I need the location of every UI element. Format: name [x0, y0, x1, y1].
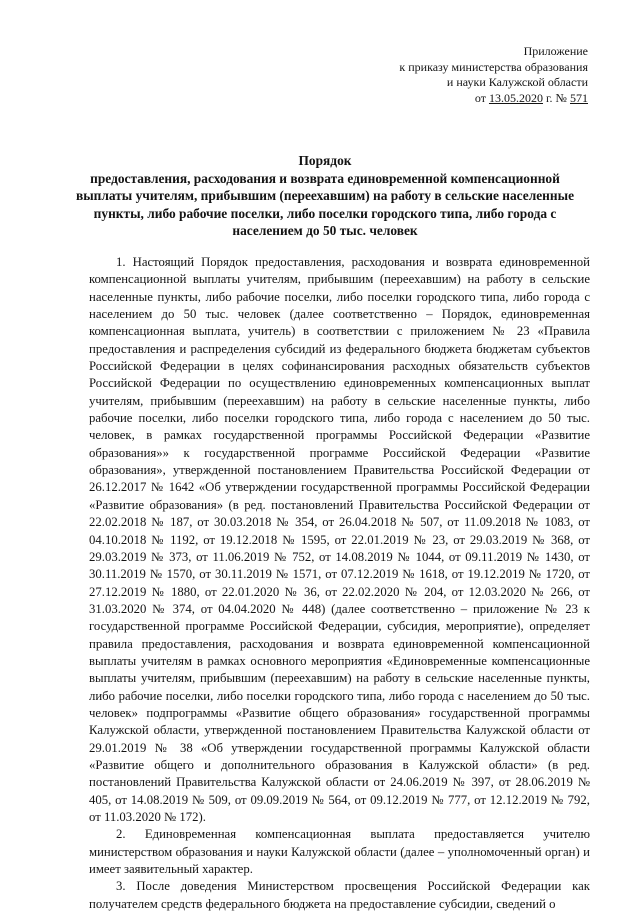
paragraph-3: 3. После доведения Министерством просвещения Российской Федерации как получателем средств федерального бюджета на предоставление субсидии, сведений о	[89, 879, 590, 911]
title-line-5: населением до 50 тыс. человек	[232, 223, 418, 238]
title-line-2: предоставления, расходования и возврата единовременной компенсационной	[90, 170, 560, 186]
title-line-1: Порядок	[298, 153, 352, 168]
paragraph-1: 1. Настоящий Порядок предоставления, расходования и возврата единовременной компенсационной выплаты учителям, прибывшим (переехавшим) на работу в сельские населенные пункты, либо рабочие поселки, либо поселки городского типа, либо города с населением до 50 тыс. человек (далее соответственно – Порядок, единовременная компенсационная выплата, учитель) в соответствии с приложением № 23 «Правила предоставления и распределения субсидий из федерального бюджета бюджетам субъектов Российской Федерации в целях софинансирования расходных обязательств субъектов Российской Федерации по осуществлению единовременных компенсационных выплат учителям, прибывшим (переехавшим) на работу в сельские населенные пункты, либо рабочие поселки, либо поселки городского типа, либо города с населением до 50 тыс. человек, в рамках государственной программы Российской Федерации «Развитие образования»» к государственной программе Российской Федерации «Развитие образования», утвержденной постановлением Правительства Российской Федерации от 26.12.2017 № 1642 «Об утверждении государственной программы Российской Федерации «Развитие образования» (в ред. постановлений Правительства Российской Федерации от 22.02.2018 № 187, от 30.03.2018 № 354, от 26.04.2018 № 507, от 11.09.2018 № 1083, от 04.10.2018 № 1192, от 19.12.2018 № 1595, от 22.01.2019 № 23, от 29.03.2019 № 368, от 29.03.2019 № 373, от 11.06.2019 № 752, от 14.08.2019 № 1044, от 09.11.2019 № 1430, от 30.11.2019 № 1570, от 30.11.2019 № 1571, от 07.12.2019 № 1618, от 19.12.2019 № 1720, от 27.12.2019 № 1880, от 22.01.2020 № 36, от 22.02.2020 № 204, от 12.03.2020 № 266, от 31.03.2020 № 374, от 04.04.2020 № 448) (далее соответственно – приложение № 23 к государственной программе Российской Федерации, субсидия, мероприятие), определяет правила предоставления, расходования и возврата единовременной компенсационной выплаты учителям в рамках основного мероприятия «Единовременные компенсационные выплаты учителям, прибывшим (переехавшим) на работу в сельские населенные пункты, либо рабочие поселки, либо поселки городского типа, либо города с населением до 50 тыс. человек» подпрограммы «Развитие общего образования» государственной программы Калужской области, утвержденной постановлением Правительства Калужской области от 29.01.2019 № 38 «Об утверждении государственной программы Калужской области «Развитие общего и дополнительного образования в Калужской области» (в ред. постановлений Правительства Калужской области от 24.06.2019 № 397, от 28.06.2019 № 405, от 14.08.2019 № 509, от 09.09.2019 № 564, от 09.12.2019 № 777, от 12.12.2019 № 792, от 11.03.2020 № 172).	[89, 255, 590, 824]
header-number-prefix: г. №	[542, 90, 570, 105]
header-order-reference: к приказу министерства образования	[399, 59, 588, 74]
header-date-prefix: от	[474, 90, 489, 105]
document-header	[399, 44, 588, 106]
title-line-3: выплаты учителям, прибывшим (переехавшим) на работу в сельские населенные	[75, 188, 575, 203]
document-title	[60, 152, 590, 240]
header-order-number: 571	[570, 90, 588, 105]
document-body	[89, 254, 590, 913]
title-line-4: пункты, либо рабочие поселки, либо поселки городского типа, либо города с	[93, 205, 557, 221]
paragraph-2: 2. Единовременная компенсационная выплата предоставляется учителю министерством образования и науки Калужской области (далее – уполномоченный орган) и имеет заявительный характер.	[89, 827, 590, 877]
header-date: 13.05.2020	[488, 90, 543, 105]
header-date-line	[399, 91, 588, 107]
header-appendix-label: Приложение	[523, 44, 588, 58]
header-ministry-name: и науки Калужской области	[446, 75, 588, 89]
